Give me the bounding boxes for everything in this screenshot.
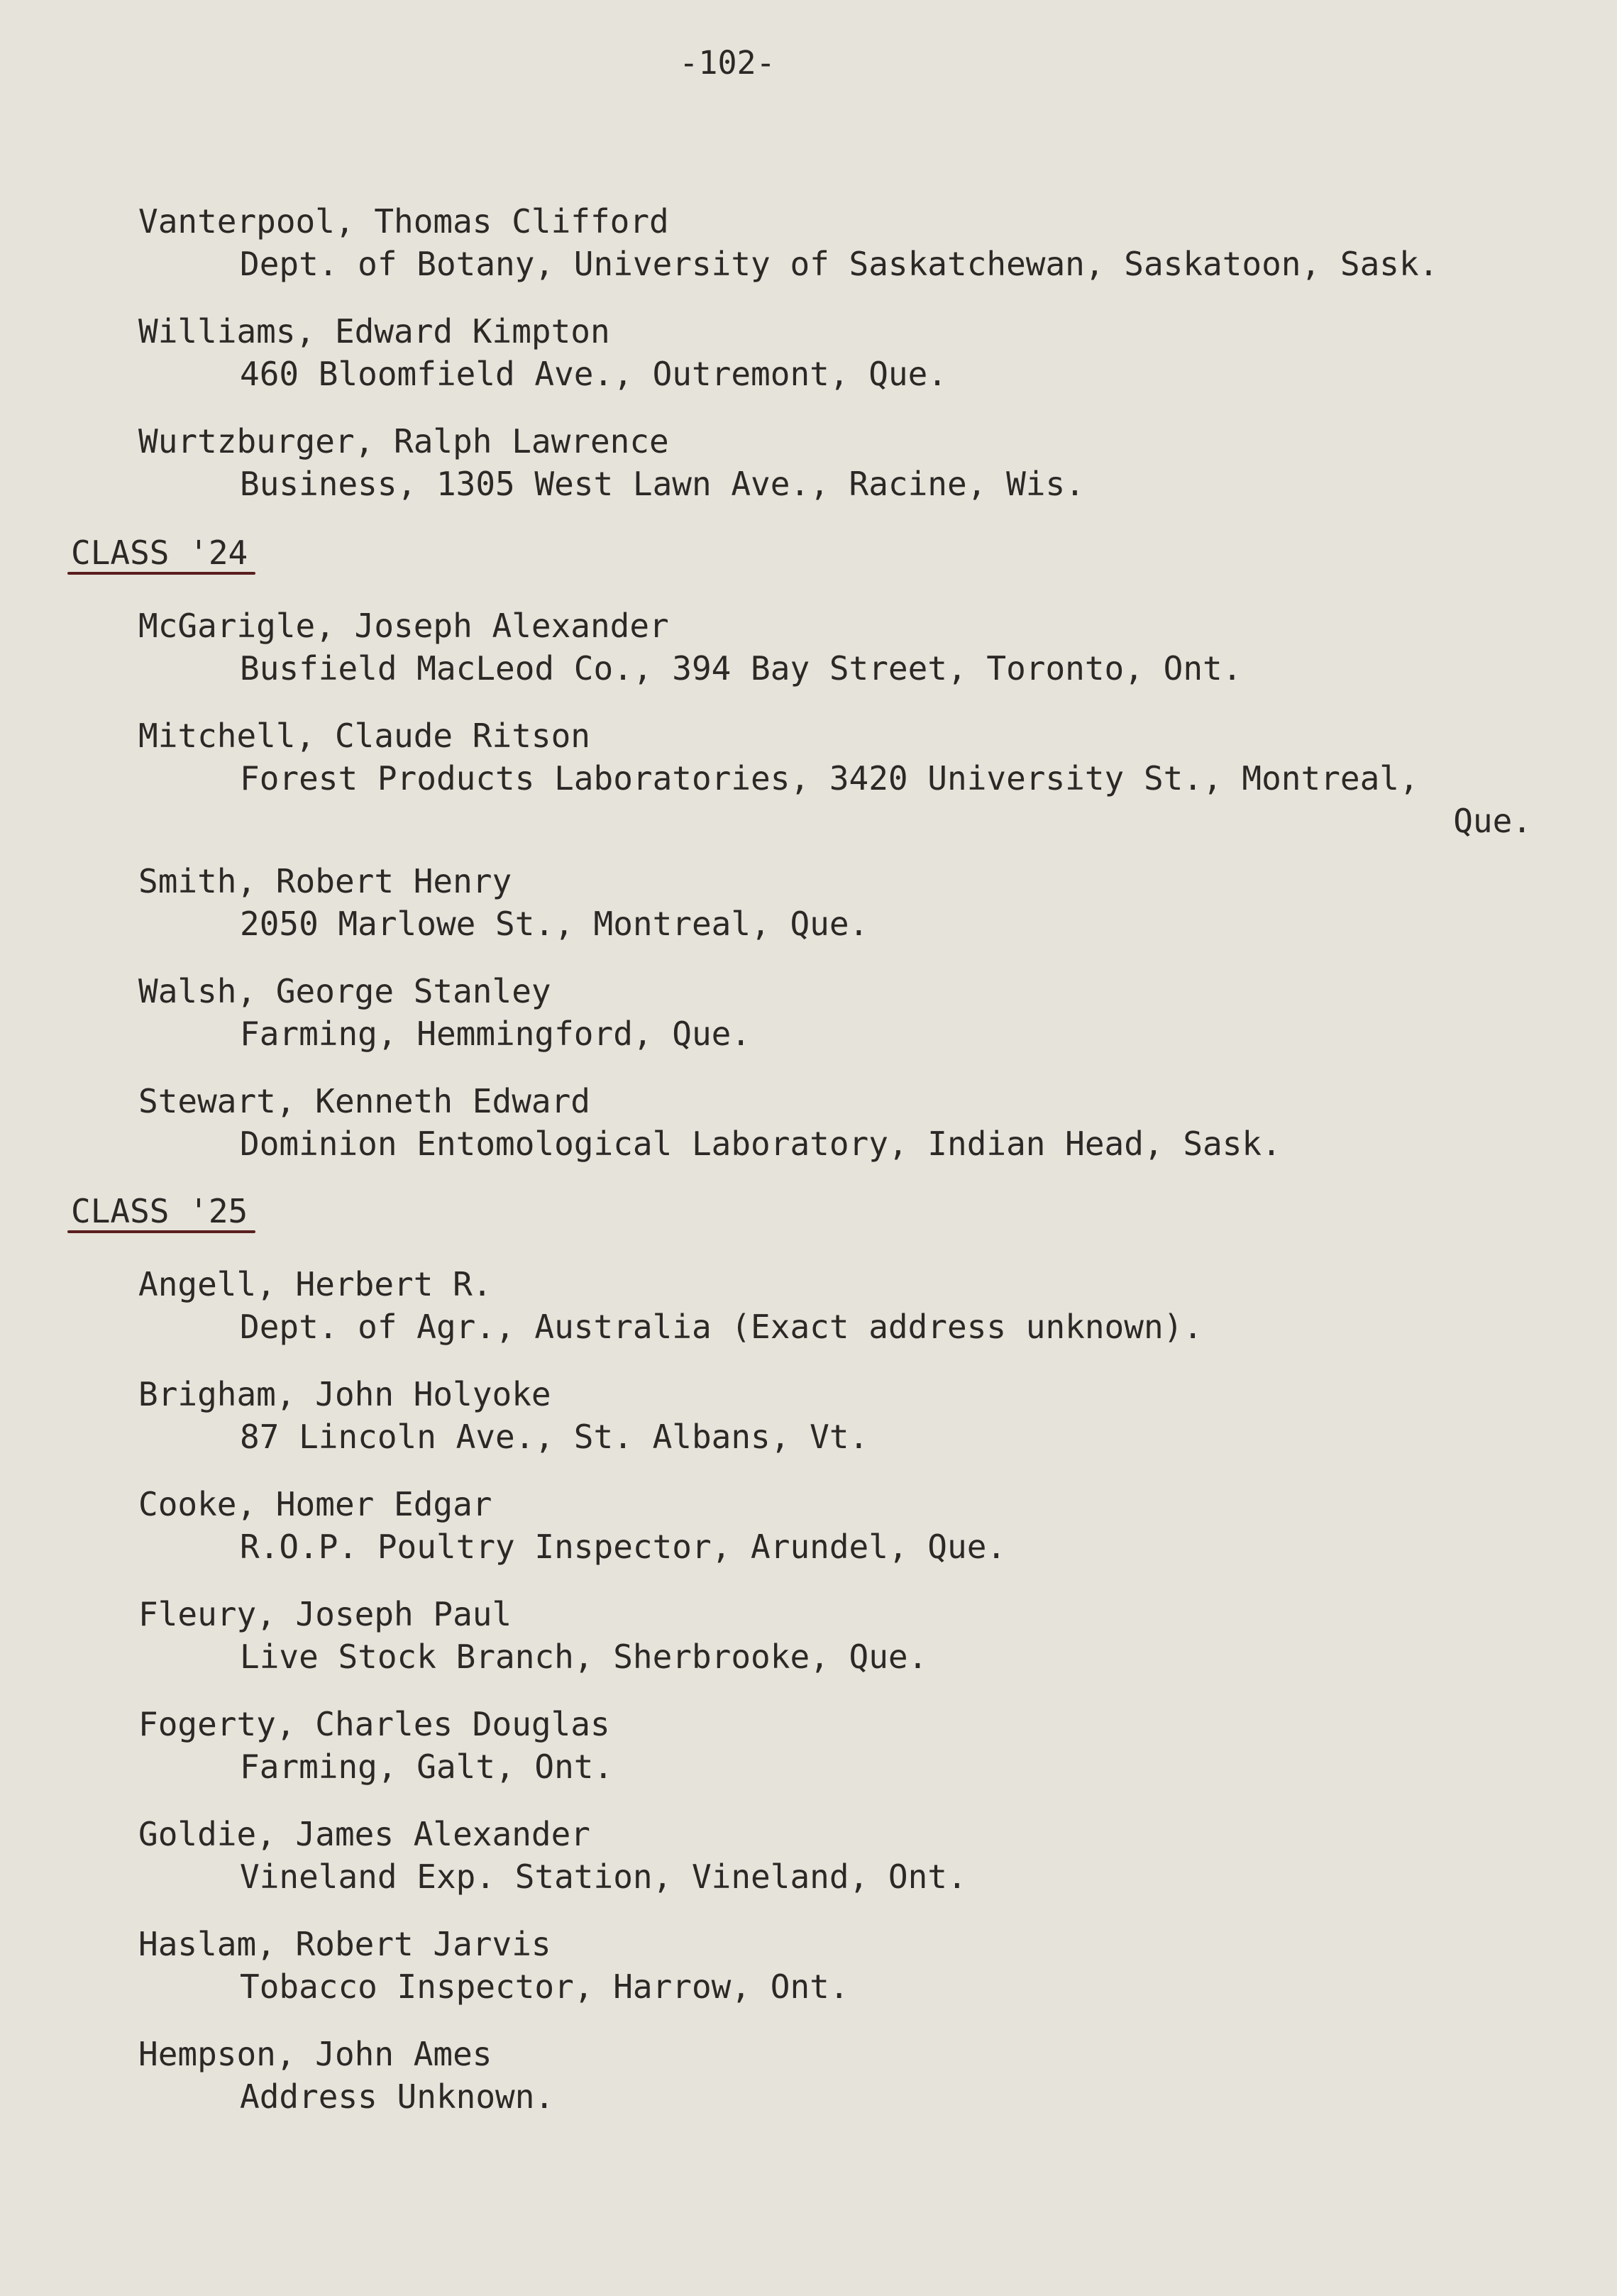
entry-name: Stewart, Kenneth Edward [138,1082,590,1120]
heading-underline [67,1230,255,1233]
entry-name: Brigham, John Holyoke [138,1375,551,1413]
entry-address: Dept. of Botany, University of Saskatchewan, Saskatoon, Sask. [240,245,1439,283]
entry-address: 2050 Marlowe St., Montreal, Que. [240,905,869,943]
page-number: -102- [679,44,776,82]
entry-address: Vineland Exp. Station, Vineland, Ont. [240,1858,967,1896]
entry-address: Dept. of Agr., Australia (Exact address unknown). [240,1308,1203,1346]
entry-name: Angell, Herbert R. [138,1265,492,1303]
entry-name: Fogerty, Charles Douglas [138,1705,610,1743]
entry-name: Wurtzburger, Ralph Lawrence [138,422,669,460]
entry-name: Smith, Robert Henry [138,862,512,900]
entry-address: Business, 1305 West Lawn Ave., Racine, Wis. [240,465,1085,503]
class-heading-25: CLASS '25 [71,1192,248,1230]
entry-name: Haslam, Robert Jarvis [138,1925,551,1963]
entry-name: Fleury, Joseph Paul [138,1595,512,1633]
entry-address: Farming, Galt, Ont. [240,1748,614,1786]
entry-address: R.O.P. Poultry Inspector, Arundel, Que. [240,1528,1007,1566]
entry-address: Tobacco Inspector, Harrow, Ont. [240,1967,849,2006]
heading-underline [67,572,255,575]
entry-name: Cooke, Homer Edgar [138,1485,492,1523]
entry-address: Farming, Hemmingford, Que. [240,1015,751,1053]
entry-address: Busfield MacLeod Co., 394 Bay Street, Toronto, Ont. [240,649,1242,688]
entry-name: Williams, Edward Kimpton [138,312,610,351]
entry-address: 460 Bloomfield Ave., Outremont, Que. [240,355,947,393]
entry-name: Hempson, John Ames [138,2035,492,2073]
entry-address: 87 Lincoln Ave., St. Albans, Vt. [240,1418,869,1456]
entry-name: Walsh, George Stanley [138,972,551,1010]
entry-name: Goldie, James Alexander [138,1815,590,1853]
entry-address: Forest Products Laboratories, 3420 University St., Montreal, [240,759,1419,797]
entry-address: Address Unknown. [240,2077,555,2116]
entry-address-continuation: Que. [1453,802,1532,840]
entry-address: Live Stock Branch, Sherbrooke, Que. [240,1638,928,1676]
entry-name: McGarigle, Joseph Alexander [138,607,669,645]
entry-name: Mitchell, Claude Ritson [138,717,590,755]
entry-name: Vanterpool, Thomas Clifford [138,202,669,241]
entry-address: Dominion Entomological Laboratory, Indian Head, Sask. [240,1125,1281,1163]
class-heading-24: CLASS '24 [71,534,248,572]
